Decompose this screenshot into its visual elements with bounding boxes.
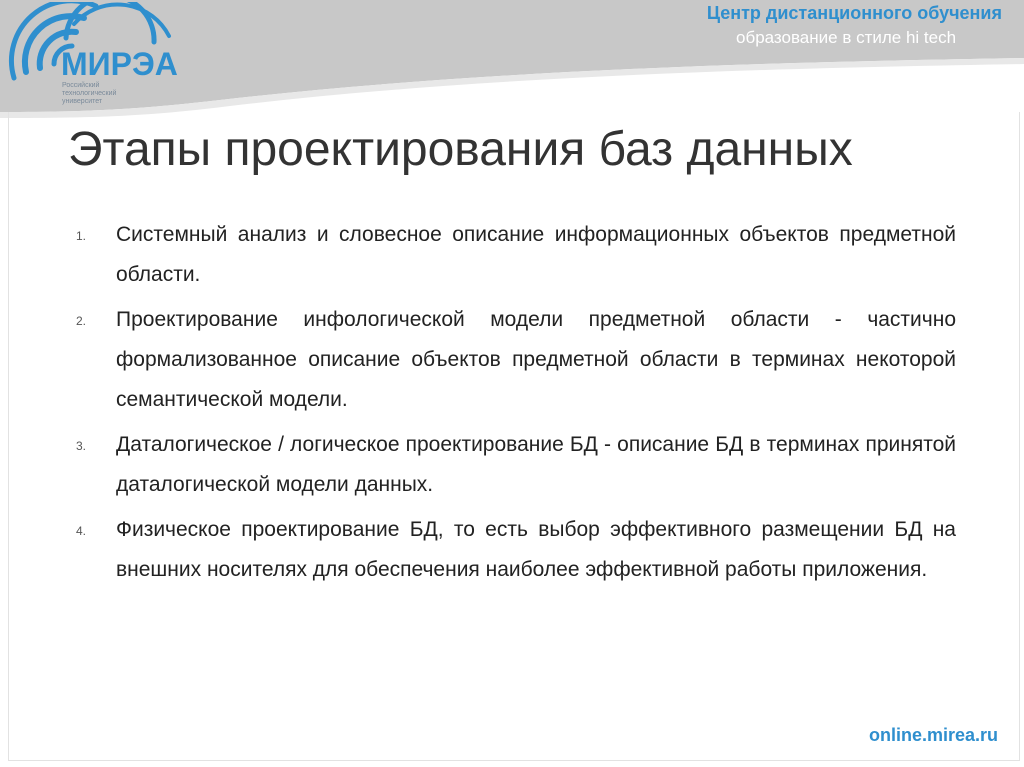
list-item bbox=[68, 215, 956, 295]
item-number: 4. bbox=[76, 524, 87, 538]
org-tagline: образование в стиле hi tech bbox=[736, 28, 957, 47]
item-text: Физическое проектирование БД, то есть выбор эффективного размещении БД на внешних носителях для обеспечения наиболее эффективной работы приложения. bbox=[116, 518, 956, 581]
slide-title: Этапы проектирования баз данных bbox=[68, 123, 853, 176]
footer-url-link[interactable]: online.mirea.ru bbox=[868, 725, 998, 745]
logo-subtitle: Российский технологический университет bbox=[62, 82, 117, 105]
logo-name: МИРЭА bbox=[61, 46, 178, 82]
item-text: Даталогическое / логическое проектирование БД - описание БД в терминах принятой даталогической модели данных. bbox=[116, 433, 956, 496]
item-text: Системный анализ и словесное описание информационных объектов предметной области. bbox=[116, 223, 956, 286]
item-number: 2. bbox=[76, 314, 87, 328]
list-item bbox=[68, 510, 956, 590]
list-item bbox=[68, 425, 956, 505]
stages-list bbox=[68, 215, 956, 595]
list-item bbox=[68, 300, 956, 420]
mirea-logo bbox=[4, 2, 179, 112]
item-text: Проектирование инфологической модели предметной области - частично формализованное описание объектов предметной области в терминах некоторой семантической модели. bbox=[116, 308, 956, 411]
item-number: 1. bbox=[76, 229, 87, 243]
org-title: Центр дистанционного обучения bbox=[706, 3, 1002, 23]
item-number: 3. bbox=[76, 439, 87, 453]
